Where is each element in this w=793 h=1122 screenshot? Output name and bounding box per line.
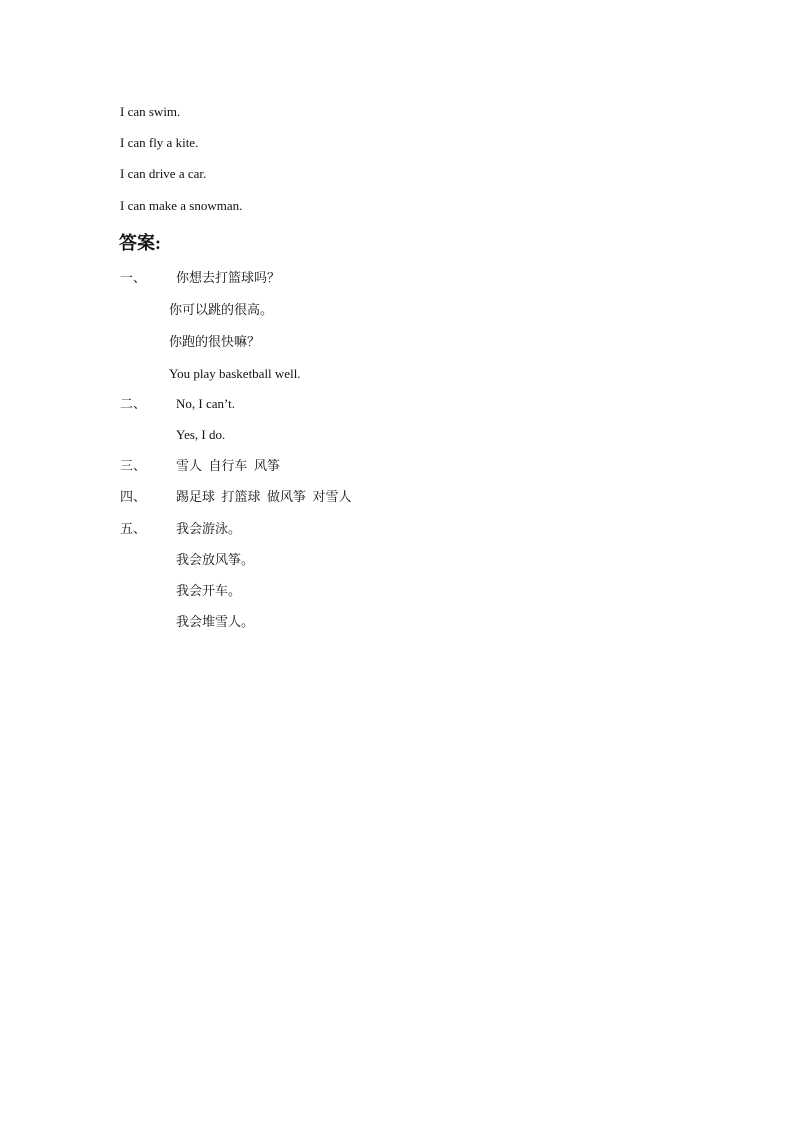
answer-1-line-2: 你可以跳的很高。: [169, 302, 274, 317]
answer-1-line-3: 你跑的很快嘛？: [169, 334, 261, 349]
answer-5-line-3: 我会开车。: [176, 583, 242, 598]
sentence-1: I can swim.: [120, 104, 181, 119]
answer-2-line-2: Yes, I do.: [176, 427, 226, 442]
answer-3-number: 三、: [120, 458, 147, 473]
answer-1-line-4: You play basketball well.: [169, 366, 301, 381]
answer-5-line-4: 我会堆雪人。: [176, 614, 255, 629]
answer-2-line-1: No, I can’t.: [176, 396, 235, 411]
answer-3-line-1: 雪人 自行车 风筝: [176, 458, 281, 473]
answer-1-number: 一、: [120, 270, 147, 285]
answers-heading: 答案:: [119, 233, 161, 253]
answer-5-line-2: 我会放风筝。: [176, 552, 255, 567]
answer-2-number: 二、: [120, 396, 147, 411]
answer-5-line-1: 我会游泳。: [176, 521, 242, 536]
sentence-3: I can drive a car.: [120, 166, 207, 181]
answer-4-line-1: 踢足球 打篮球 做风筝 对雪人: [176, 489, 352, 504]
answer-4-number: 四、: [120, 489, 147, 504]
answer-5-number: 五、: [120, 521, 147, 536]
sentence-2: I can fly a kite.: [120, 135, 199, 150]
sentence-4: I can make a snowman.: [120, 198, 243, 213]
answer-1-line-1: 你想去打篮球吗？: [176, 270, 281, 285]
